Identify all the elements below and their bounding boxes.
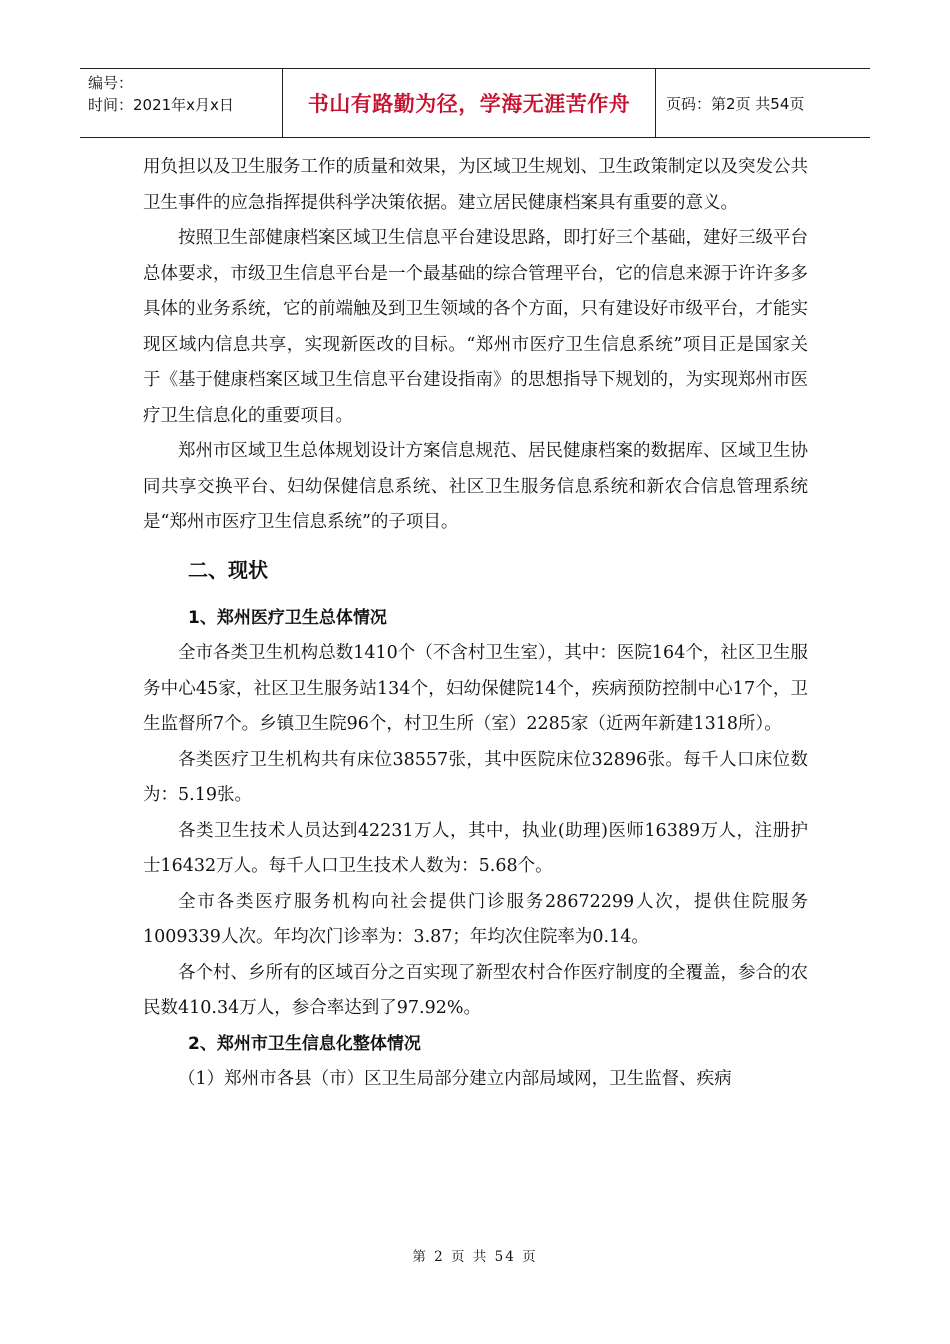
header-page-info: 页码：第2页 共54页 [666, 94, 805, 113]
header-motto: 书山有路勤为径，学海无涯苦作舟 [282, 69, 656, 137]
section-heading: 二、现状 [188, 557, 268, 582]
header-meta [80, 69, 280, 140]
paragraph: 各类医疗卫生机构共有床位38557张，其中医院床位32896张。每千人口床位数为：5.19张。 [143, 749, 808, 805]
paragraph: 各个村、乡所有的区域百分之百实现了新型农村合作医疗制度的全覆盖，参合的农民数410.34万人，参合率达到了97.92%。 [143, 962, 808, 1018]
paragraph: （1）郑州市各县（市）区卫生局部分建立内部局域网，卫生监督、疾病 [178, 1069, 732, 1089]
document-date-label: 时间：2021年x月x日 [88, 96, 234, 114]
document-body [143, 150, 808, 1098]
paragraph: 各类卫生技术人员达到42231万人，其中，执业(助理)医师16389万人，注册护士16432万人。每千人口卫生技术人数为：5.68个。 [143, 820, 808, 876]
page-footer: 第 2 页 共 54 页 [412, 1249, 538, 1265]
paragraph: 郑州市区域卫生总体规划设计方案信息规范、居民健康档案的数据库、区域卫生协同共享交换平台、妇幼保健信息系统、社区卫生服务信息系统和新农合信息管理系统是“郑州市医疗卫生信息系统”的子项目。 [143, 441, 808, 532]
paragraph: 用负担以及卫生服务工作的质量和效果，为区域卫生规划、卫生政策制定以及突发公共卫生事件的应急指挥提供科学决策依据。建立居民健康档案具有重要的意义。 [143, 157, 808, 213]
paragraph: 按照卫生部健康档案区域卫生信息平台建设思路，即打好三个基础，建好三级平台总体要求，市级卫生信息平台是一个最基础的综合管理平台，它的信息来源于许许多多具体的业务系统，它的前端触及到卫生领域的各个方面，只有建设好市级平台，才能实现区域内信息共享，实现新医改的目标。“郑州市医疗卫生信息系统”项目正是国家关于《基于健康档案区域卫生信息平台建设指南》的思想指导下规划的，为实现郑州市医疗卫生信息化的重要项目。 [143, 228, 808, 426]
page-header [80, 68, 870, 138]
subsection-heading: 2、郑州市卫生信息化整体情况 [188, 1033, 421, 1054]
paragraph: 全市各类卫生机构总数1410个（不含村卫生室），其中：医院164个，社区卫生服务中心45家，社区卫生服务站134个，妇幼保健院14个，疾病预防控制中心17个，卫生监督所7个。乡镇卫生院96个，村卫生所（室）2285家（近两年新建1318所）。 [143, 643, 808, 734]
paragraph: 全市各类医疗服务机构向社会提供门诊服务28672299人次，提供住院服务1009339人次。年均次门诊率为：3.87；年均次住院率为0.14。 [143, 891, 808, 947]
document-number-label: 编号： [88, 74, 134, 92]
subsection-heading: 1、郑州医疗卫生总体情况 [188, 607, 387, 628]
